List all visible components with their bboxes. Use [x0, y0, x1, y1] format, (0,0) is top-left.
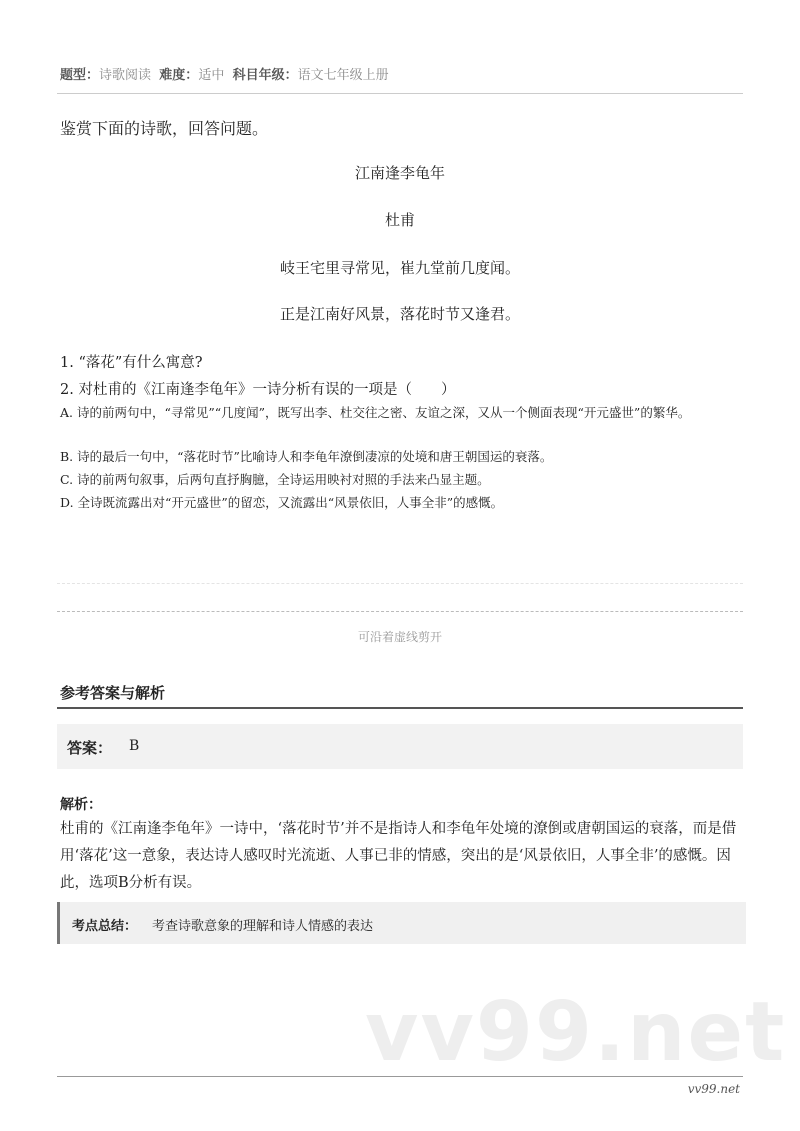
- option-d: D. 全诗既流露出对“开元盛世”的留恋，又流露出“风景依旧，人事全非”的感慨。: [60, 495, 504, 510]
- poem-line: 正是江南好风景，落花时节又逢君。: [279, 305, 520, 323]
- answer-value: B: [129, 738, 140, 754]
- type-value: 诗歌阅读: [99, 68, 152, 83]
- analysis-text: 杜甫的《江南逢李龟年》一诗中，‘落花时节’并不是指诗人和李龟年处境的潦倒或唐朝国运的衰落，而是借用‘落花’这一意象，表达诗人感叹时光流逝、人事已非的情感，突出的是‘风景依旧，人事全非’的感慨。因此，选项B分析有误。: [60, 821, 737, 891]
- section-title: 参考答案与解析: [60, 684, 166, 702]
- type-label: 题型：: [60, 68, 100, 83]
- dashed-line: [57, 583, 743, 584]
- divider: [57, 93, 743, 94]
- footer-divider: [57, 1076, 743, 1077]
- poem-title: 江南逢李龟年: [354, 164, 445, 182]
- grade-value: 语文七年级上册: [297, 68, 389, 83]
- answer-box: [57, 724, 743, 769]
- analysis-label: 解析：: [60, 797, 102, 813]
- option-a: A. 诗的前两句中，“寻常见”“几度闻”，既写出李、杜交往之密、友谊之深，又从一个侧面表现“开元盛世”的繁华。: [60, 405, 691, 420]
- question: 2. 对杜甫的《江南逢李龟年》一诗分析有误的一项是（ ）: [60, 382, 456, 398]
- footer-text: vv99.net: [687, 1082, 740, 1096]
- watermark: vv99.net: [365, 985, 787, 1080]
- question: 1. “落花”有什么寓意?: [60, 355, 203, 371]
- difficulty-value: 适中: [198, 68, 225, 83]
- summary-label: 考点总结：: [72, 919, 138, 934]
- difficulty-label: 难度：: [159, 68, 199, 83]
- option-c: C. 诗的前两句叙事，后两句直抒胸臆，全诗运用映衬对照的手法来凸显主题。: [60, 472, 490, 487]
- intro-text: 鉴赏下面的诗歌，回答问题。: [60, 119, 269, 138]
- poem-line: 岐王宅里寻常见，崔九堂前几度闻。: [279, 259, 520, 277]
- poem-author: 杜甫: [384, 211, 415, 229]
- cut-line: [57, 611, 743, 612]
- summary-box: [57, 902, 746, 944]
- grade-label: 科目年级：: [232, 68, 298, 83]
- summary-text: 考查诗歌意象的理解和诗人情感的表达: [152, 919, 374, 934]
- answer-label: 答案：: [67, 739, 113, 757]
- cut-hint: 可沿着虚线剪开: [357, 630, 442, 644]
- option-b: B. 诗的最后一句中，“落花时节”比喻诗人和李龟年潦倒凄凉的处境和唐王朝国运的衰落。: [60, 449, 553, 464]
- meta-line: [60, 64, 389, 83]
- section-divider: [57, 707, 743, 709]
